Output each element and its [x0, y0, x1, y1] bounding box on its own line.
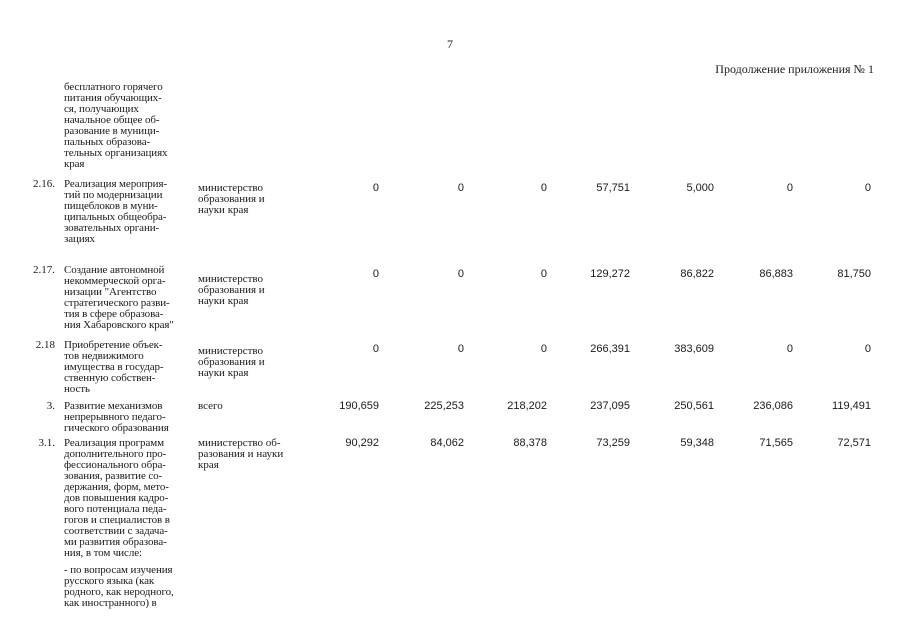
row-value: 0	[540, 182, 547, 194]
row-value: 0	[457, 182, 464, 194]
row-value: 266,391	[590, 343, 630, 355]
row-value: 0	[540, 343, 547, 355]
row-description: - по вопросам изучения русского языка (как родного, как неродного, как иностранного) в	[64, 564, 174, 609]
row-description: Реализация программ дополнительного про- фессионального обра- зования, развитие со- держания, форм, мето- дов повышения кадро- вого потенциала педа- гогов и специалистов в соответствии с задача- ми развития образова- ния, в том числе:	[64, 437, 170, 559]
row-description: Реализация мероприя- тий по модернизации пищеблоков в муни- ципальных общеобра- зовательных органи- зациях	[64, 178, 167, 245]
row-executor: министерство образования и науки края	[198, 273, 265, 307]
row-description: бесплатного горячего питания обучающих- ся, получающих начальное общее об- разование в муници- пальных образова- тельных организациях края	[64, 81, 168, 170]
row-value: 129,272	[590, 268, 630, 280]
row-value: 72,571	[837, 437, 871, 449]
row-number: 3.1.	[38, 437, 55, 449]
row-description: Приобретение объек- тов недвижимого имущества в государ- ственную собствен- ность	[64, 339, 164, 395]
row-value: 225,253	[424, 400, 464, 412]
row-value: 0	[372, 182, 379, 194]
row-number: 2.16.	[33, 178, 55, 190]
row-number: 2.18	[35, 339, 55, 351]
row-value: 90,292	[345, 437, 379, 449]
row-value: 0	[540, 268, 547, 280]
row-value: 59,348	[680, 437, 714, 449]
row-value: 0	[864, 343, 871, 355]
row-executor: министерство об- разования и науки края	[198, 437, 284, 471]
row-description: Создание автономной некоммерческой орга- низации "Агентство стратегического разви- тия в сфере образова- ния Хабаровского края"	[64, 264, 174, 331]
row-value: 71,565	[759, 437, 793, 449]
row-value: 86,822	[680, 268, 714, 280]
row-executor: министерство образования и науки края	[198, 182, 265, 216]
row-value: 218,202	[507, 400, 547, 412]
row-value: 236,086	[753, 400, 793, 412]
row-value: 0	[372, 343, 379, 355]
row-value: 190,659	[339, 400, 379, 412]
row-description: Развитие механизмов непрерывного педаго- гического образования	[64, 400, 169, 434]
continuation-label: Продолжение приложения № 1	[715, 62, 874, 76]
row-value: 88,378	[513, 437, 547, 449]
row-value: 0	[457, 268, 464, 280]
row-value: 0	[372, 268, 379, 280]
row-value: 73,259	[596, 437, 630, 449]
row-value: 0	[786, 182, 793, 194]
row-number: 2.17.	[33, 264, 55, 276]
row-number: 3.	[46, 400, 55, 412]
row-value: 237,095	[590, 400, 630, 412]
row-value: 86,883	[759, 268, 793, 280]
row-executor: всего	[198, 400, 223, 412]
row-executor: министерство образования и науки края	[198, 345, 265, 379]
row-value: 250,561	[674, 400, 714, 412]
row-value: 119,491	[832, 400, 871, 412]
row-value: 383,609	[674, 343, 714, 355]
row-value: 0	[786, 343, 793, 355]
row-value: 57,751	[596, 182, 630, 194]
row-value: 5,000	[686, 182, 714, 194]
page-number: 7	[447, 37, 453, 51]
row-value: 81,750	[837, 268, 871, 280]
row-value: 84,062	[430, 437, 464, 449]
row-value: 0	[864, 182, 871, 194]
row-value: 0	[457, 343, 464, 355]
